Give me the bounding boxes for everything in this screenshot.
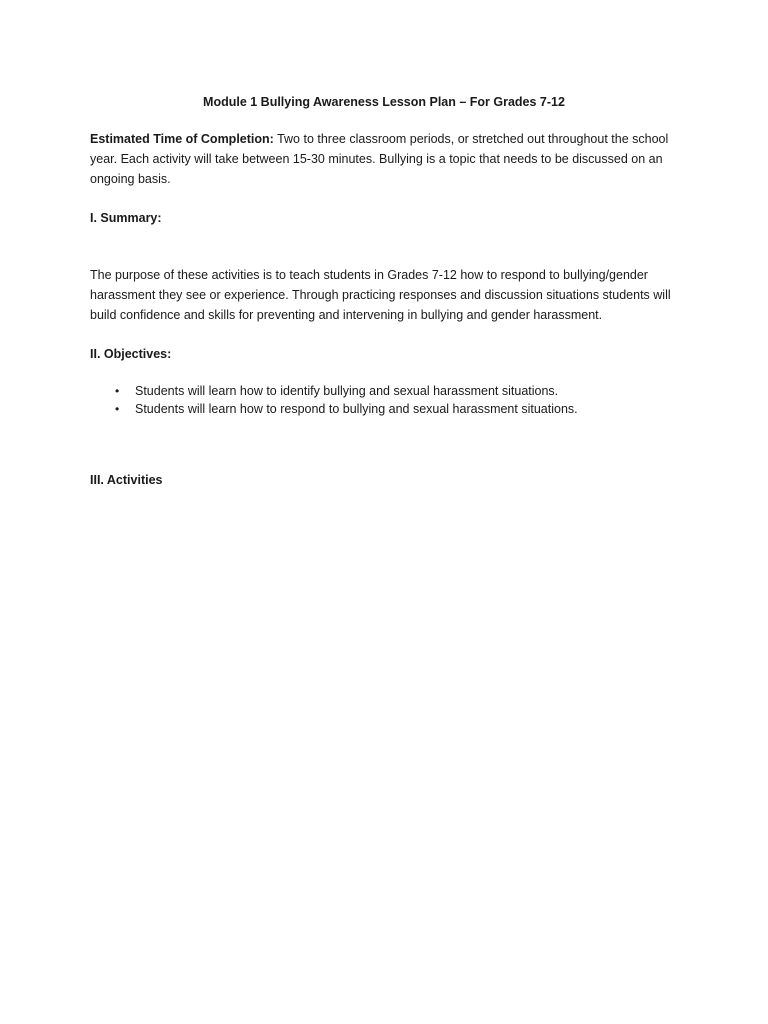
summary-paragraph: The purpose of these activities is to teach students in Grades 7-12 how to respond to bullying/gender harassment they see or experience. Through practicing responses and discussion situations students will build confidence and skills for preventing and intervening in bullying and gender harassment. (90, 268, 671, 322)
activities-heading: III. Activities (90, 473, 163, 487)
list-item (90, 400, 690, 418)
bullet-icon: • (115, 402, 120, 416)
objectives-list (90, 382, 690, 418)
list-item (90, 382, 690, 400)
bullet-icon: • (115, 384, 120, 398)
estimated-time-text: Two to three classroom periods, or stretched out throughout the school year. Each activity will take between 15-30 minutes. Bullying is a topic that needs to be discussed on an ongoing basis. (90, 132, 669, 186)
estimated-time-paragraph (90, 129, 680, 189)
summary-heading: I. Summary: (90, 211, 162, 225)
document-title: Module 1 Bullying Awareness Lesson Plan – For Grades 7-12 (203, 95, 565, 109)
objective-text: Students will learn how to identify bullying and sexual harassment situations. (135, 384, 559, 398)
objectives-heading: II. Objectives: (90, 347, 172, 361)
estimated-time-label: Estimated Time of Completion: (90, 132, 274, 146)
objective-text: Students will learn how to respond to bullying and sexual harassment situations. (135, 402, 578, 416)
